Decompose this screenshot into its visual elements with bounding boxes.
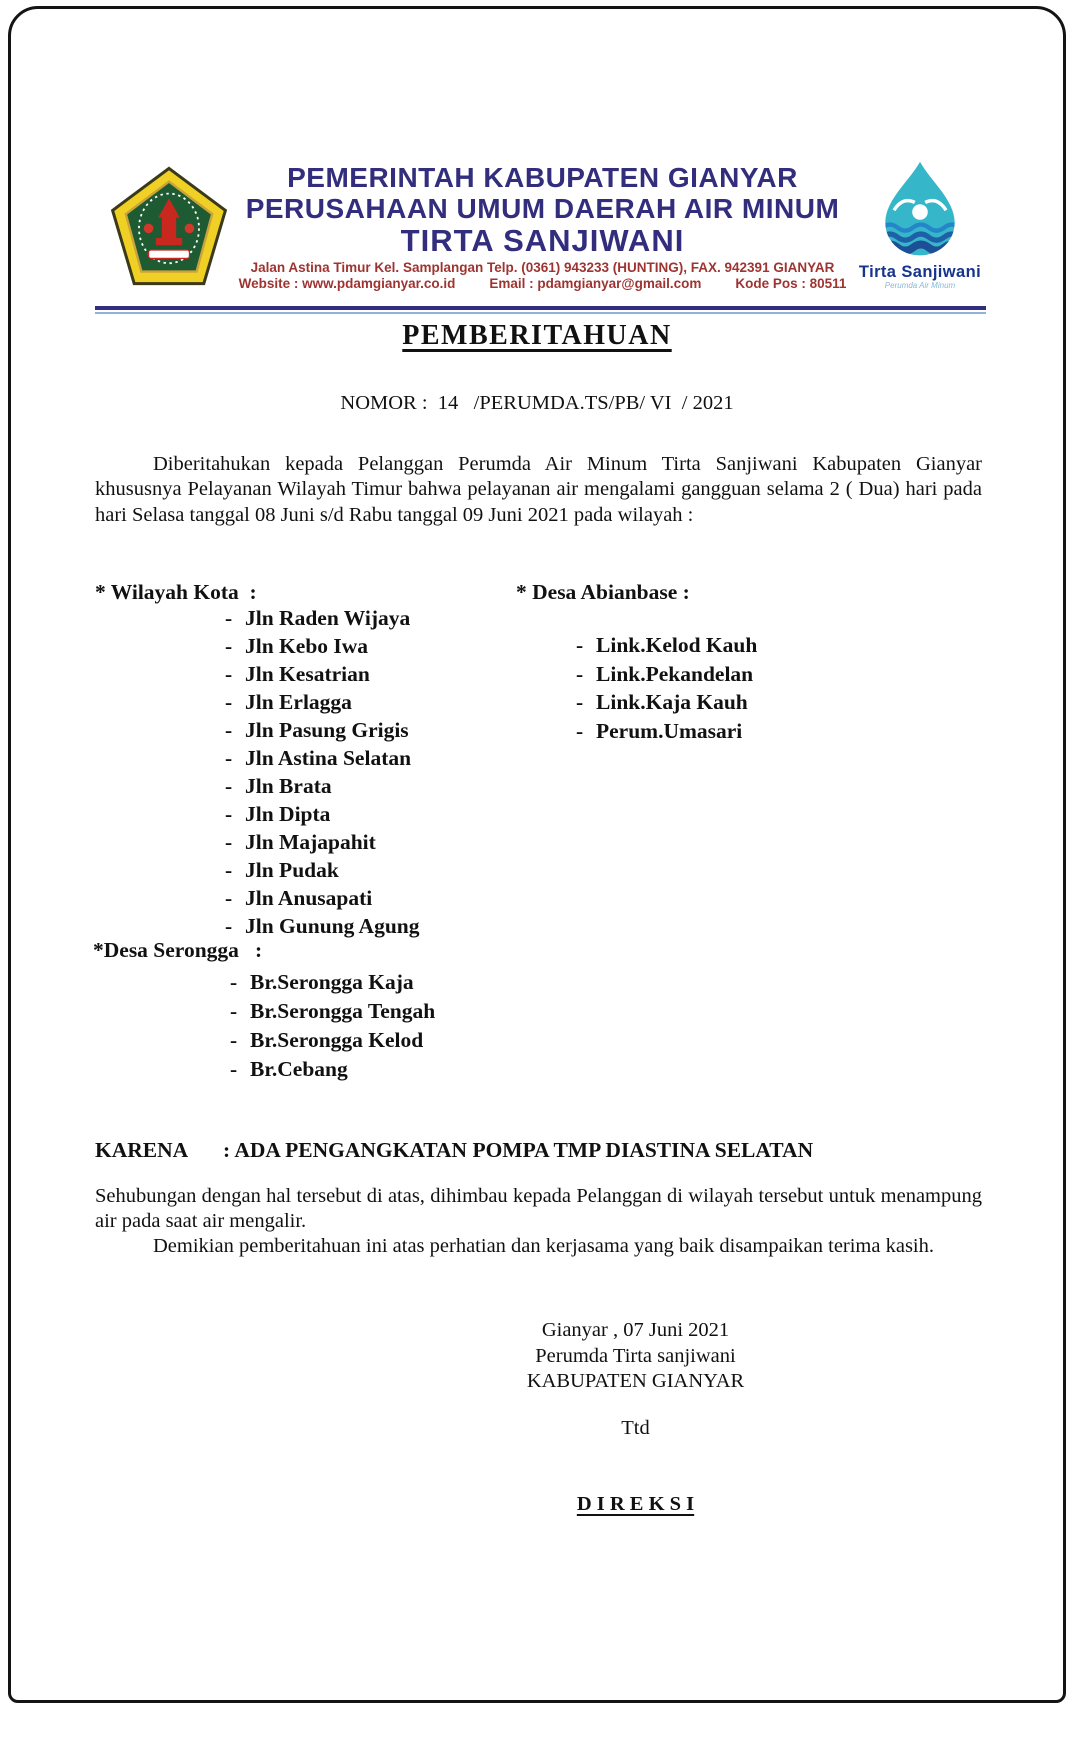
tirta-sanjiwani-logo (856, 160, 984, 290)
letterhead (95, 160, 986, 308)
letterhead-text (238, 162, 847, 292)
sign-role: D I R E K S I (576, 1493, 695, 1515)
list-item: - Jln Erlagga (225, 690, 352, 714)
list-item: - Jln Gunung Agung (225, 914, 420, 938)
list-item: - Jln Dipta (225, 802, 331, 826)
contact-line (238, 276, 847, 292)
logo-title: Tirta Sanjiwani (858, 263, 982, 281)
list-item: - Link.Kelod Kauh (576, 633, 758, 657)
closing-paragraph: Demikian pemberitahuan ini atas perhatian dan kerjasama yang baik disampaikan terima kasih. (153, 1235, 935, 1257)
list-item: - Br.Serongga Kaja (230, 970, 414, 994)
sign-city-date: Gianyar , 07 Juni 2021 (541, 1319, 730, 1341)
website-text: Website : www.pdamgianyar.co.id (238, 276, 456, 291)
letterhead-divider (95, 306, 986, 310)
address-line: Jalan Astina Timur Kel. Samplangan Telp. (0361) 943233 (HUNTING), FAX. 942391 GIANYAR (250, 260, 835, 275)
signature-block (498, 1318, 773, 1518)
opening-paragraph: Diberitahukan kepada Pelanggan Perumda Air Minum Tirta Sanjiwani Kabupaten Gianyar khususnya Pelayanan Wilayah Timur bahwa pelayanan air mengalami gangguan selama 2 ( Dua) hari pada hari Selasa tanggal 08 Juni s/d Rabu tanggal 09 Juni 2021 pada wilayah : (95, 453, 982, 526)
reason-value: : ADA PENGANGKATAN POMPA TMP DIASTINA SELATAN (223, 1138, 814, 1162)
list-item: - Br.Serongga Kelod (230, 1028, 424, 1052)
sign-ttd: Ttd (621, 1416, 650, 1439)
desa-serongga-list (230, 968, 435, 1084)
sign-region: KABUPATEN GIANYAR (526, 1370, 745, 1392)
list-item: - Jln Anusapati (225, 886, 373, 910)
reason-label: KARENA (95, 1138, 189, 1162)
letter-title: PEMBERITAHUAN (402, 320, 672, 351)
company-line: PERUSAHAAN UMUM DAERAH AIR MINUM (245, 193, 840, 224)
section-label-desa-serongga: *Desa Serongga : (93, 938, 263, 962)
brand-line: TIRTA SANJIWANI (400, 223, 685, 258)
list-item: - Jln Raden Wijaya (225, 606, 411, 630)
logo-subtitle: Perumda Air Minum (884, 281, 956, 290)
list-item: - Br.Serongga Tengah (230, 999, 436, 1023)
gianyar-crest-icon (109, 166, 229, 280)
list-item: - Jln Majapahit (225, 830, 376, 854)
advice-paragraph: Sehubungan dengan hal tersebut di atas, dihimbau kepada Pelanggan di wilayah tersebut untuk menampung air pada saat air mengalir. (95, 1185, 982, 1233)
government-line: PEMERINTAH KABUPATEN GIANYAR (287, 162, 798, 193)
list-item: - Br.Cebang (230, 1057, 348, 1081)
reason-line (95, 1138, 813, 1163)
list-item: - Jln Kebo Iwa (225, 634, 369, 658)
letter-number: NOMOR : 14 /PERUMDA.TS/PB/ VI / 2021 (340, 392, 734, 414)
water-drop-icon (874, 160, 966, 264)
list-item: - Jln Astina Selatan (225, 746, 412, 770)
list-item: - Jln Kesatrian (225, 662, 370, 686)
wilayah-kota-list (225, 604, 420, 940)
email-text: Email : pdamgianyar@gmail.com (489, 276, 702, 291)
list-item: - Jln Pudak (225, 858, 339, 882)
postal-code-text: Kode Pos : 80511 (735, 276, 847, 291)
desa-abianbase-list (576, 631, 757, 745)
sign-company: Perumda Tirta sanjiwani (535, 1344, 736, 1367)
section-label-wilayah-kota: * Wilayah Kota : (95, 580, 257, 604)
list-item: - Jln Brata (225, 774, 332, 798)
list-item: - Link.Kaja Kauh (576, 690, 748, 714)
list-item: - Perum.Umasari (576, 718, 743, 743)
list-item: - Jln Pasung Grigis (225, 718, 409, 742)
list-item: - Link.Pekandelan (576, 661, 754, 686)
section-label-desa-abianbase: * Desa Abianbase : (516, 580, 690, 604)
